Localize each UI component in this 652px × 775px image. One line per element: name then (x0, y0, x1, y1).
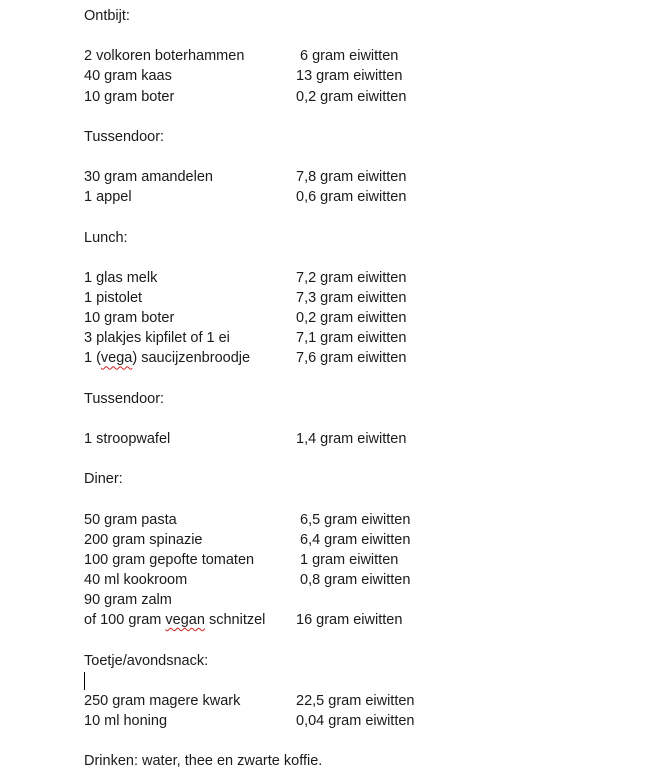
item-text: 10 gram boter (84, 88, 175, 105)
heading-tussendoor-2: Tussendoor: (84, 390, 165, 407)
row-pasta (84, 510, 644, 530)
row-pistolet (84, 288, 644, 308)
item-text: 2 volkoren boterhammen (84, 48, 245, 65)
row-kookroom (84, 570, 644, 590)
item-text: 1 stroopwafel (84, 430, 171, 447)
row-kaas (84, 66, 644, 86)
row-amandelen (84, 167, 644, 187)
item-text: 40 gram kaas (84, 68, 172, 85)
row-tomaten (84, 550, 644, 570)
item-text: 90 gram zalm (84, 592, 172, 609)
row-kipfilet (84, 328, 644, 348)
text-cursor-line[interactable] (84, 671, 644, 691)
row-schnitzel (84, 610, 644, 630)
item-text: 250 gram magere kwark (84, 692, 241, 709)
row-boter (84, 87, 644, 107)
row-zalm (84, 590, 644, 610)
item-text: 50 gram pasta (84, 511, 177, 528)
protein-value: 22,5 gram eiwitten (296, 692, 415, 709)
item-text: 200 gram spinazie (84, 531, 203, 548)
row-appel (84, 187, 644, 207)
protein-value: 7,2 gram eiwitten (296, 269, 407, 286)
protein-value: 0,8 gram eiwitten (300, 571, 411, 588)
item-text: 3 plakjes kipfilet of 1 ei (84, 330, 230, 347)
protein-value: 6,4 gram eiwitten (300, 531, 411, 548)
protein-value: 0,2 gram eiwitten (296, 88, 407, 105)
row-kwark (84, 691, 644, 711)
row-boter-lunch (84, 308, 644, 328)
protein-value: 7,6 gram eiwitten (296, 350, 407, 367)
heading-lunch: Lunch: (84, 229, 128, 246)
protein-value: 7,3 gram eiwitten (296, 289, 407, 306)
protein-value: 16 gram eiwitten (296, 612, 403, 629)
item-text: of 100 gram vegan schnitzel (84, 612, 266, 629)
item-text: 100 gram gepofte tomaten (84, 551, 255, 568)
item-text: 1 pistolet (84, 289, 143, 306)
protein-value: 7,8 gram eiwitten (296, 169, 407, 186)
item-text: 1 glas melk (84, 269, 158, 286)
protein-value: 1 gram eiwitten (300, 551, 399, 568)
item-text: 1 (vega) saucijzenbroodje (84, 350, 251, 367)
row-honing (84, 711, 644, 731)
protein-value: 13 gram eiwitten (296, 68, 403, 85)
item-text: 10 ml honing (84, 712, 168, 729)
row-melk (84, 268, 644, 288)
heading-tussendoor: Tussendoor: (84, 128, 165, 145)
item-text: 30 gram amandelen (84, 169, 213, 186)
heading-ontbijt: Ontbijt: (84, 8, 130, 24)
spelling-squiggle[interactable]: vegan (165, 612, 205, 629)
item-text: 10 gram boter (84, 310, 175, 327)
protein-value: 6,5 gram eiwitten (300, 511, 411, 528)
spelling-squiggle[interactable]: vega (100, 350, 133, 367)
drinks-note: Drinken: water, thee en zwarte koffie. (84, 753, 323, 770)
protein-value: 0,6 gram eiwitten (296, 189, 407, 206)
protein-value: 0,04 gram eiwitten (296, 712, 415, 729)
row-saucijzenbroodje (84, 348, 644, 368)
item-text: 40 ml kookroom (84, 571, 188, 588)
protein-value: 6 gram eiwitten (300, 48, 399, 65)
row-spinazie (84, 530, 644, 550)
text-cursor (84, 672, 85, 690)
heading-toetje: Toetje/avondsnack: (84, 652, 209, 669)
row-boterhammen (84, 46, 644, 66)
row-stroopwafel (84, 429, 644, 449)
protein-value: 1,4 gram eiwitten (296, 430, 407, 447)
document-body[interactable] (84, 6, 644, 771)
protein-value: 0,2 gram eiwitten (296, 310, 407, 327)
protein-value: 7,1 gram eiwitten (296, 330, 407, 347)
heading-diner: Diner: (84, 471, 123, 488)
item-text: 1 appel (84, 189, 132, 206)
